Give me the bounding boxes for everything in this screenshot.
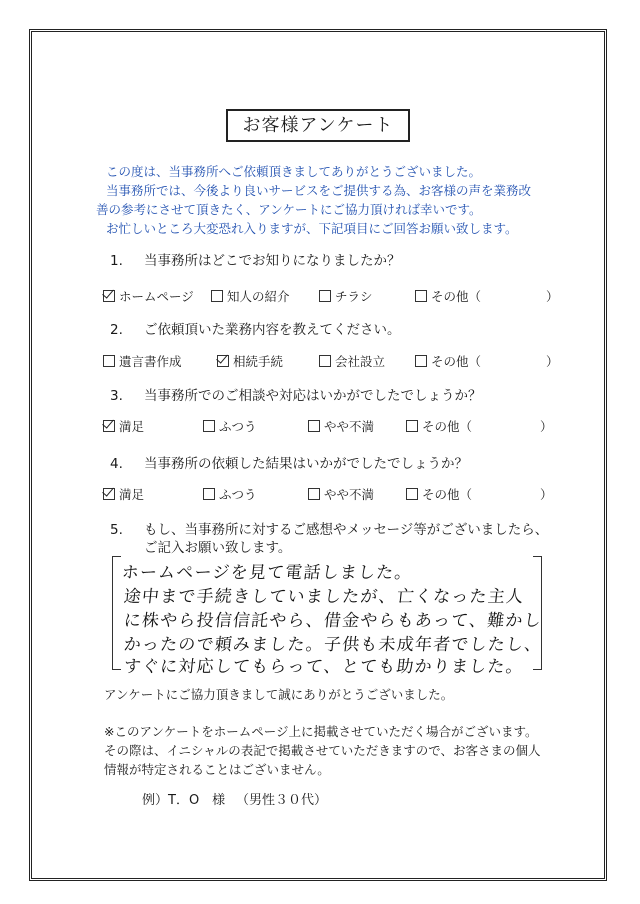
checkbox-icon[interactable] <box>203 488 215 500</box>
checkbox-icon[interactable] <box>308 488 320 500</box>
checkbox-icon[interactable] <box>211 290 223 302</box>
question-text: もし、当事務所に対するご感想やメッセージ等がございましたら、 <box>144 522 549 538</box>
answer-line: すぐに対応してもらって、とても助かりました。 <box>122 657 525 677</box>
question-number: 4. <box>110 456 123 472</box>
question-4-options <box>103 485 573 505</box>
answer-line: 途中まで手続きしていましたが、亡くなった主人 <box>122 587 526 607</box>
checkbox-icon[interactable] <box>415 290 427 302</box>
intro-line: お忙しいところ大変恐れ入りますが、下記項目にご回答お願い致します。 <box>106 221 518 236</box>
answer-box[interactable] <box>112 556 544 677</box>
checkbox-checked-icon[interactable] <box>103 488 115 500</box>
checkbox-icon[interactable] <box>415 355 427 367</box>
checkbox-checked-icon[interactable] <box>217 355 229 367</box>
checkbox-icon[interactable] <box>203 420 215 432</box>
option-satisfied[interactable]: 満足 <box>103 485 144 503</box>
option-normal[interactable]: ふつう <box>203 485 257 503</box>
checkbox-icon[interactable] <box>406 420 418 432</box>
option-other[interactable]: その他（ <box>415 352 481 370</box>
notice-line: ※このアンケートをホームページ上に掲載させていただく場合がございます。 <box>104 724 538 739</box>
notice-line: 情報が特定されることはございません。 <box>104 762 330 777</box>
option-referral[interactable]: 知人の紹介 <box>211 287 290 305</box>
bracket-left <box>112 556 121 670</box>
notice-line: その際は、イニシャルの表記で掲載させていただきますので、お客さまの個人 <box>104 743 541 758</box>
question-2-options <box>103 352 573 372</box>
checkbox-icon[interactable] <box>406 488 418 500</box>
question-4 <box>110 452 468 472</box>
other-close-paren: ） <box>540 487 553 502</box>
intro-line: 善の参考にさせて頂きたく、アンケートにご協力頂ければ幸いです。 <box>96 202 482 217</box>
question-number: 1. <box>110 253 123 269</box>
other-close-paren: ） <box>546 289 559 304</box>
thanks-text: アンケートにご協力頂きまして誠にありがとうございました。 <box>104 687 454 702</box>
question-2 <box>110 318 401 338</box>
page-title: お客様アンケート <box>226 109 410 142</box>
question-1-options <box>103 287 573 307</box>
option-company[interactable]: 会社設立 <box>319 352 385 370</box>
question-number: 5. <box>110 522 123 538</box>
intro-line: 当事務所では、今後より良いサービスをご提供する為、お客様の声を業務改 <box>106 183 532 198</box>
checkbox-icon[interactable] <box>319 355 331 367</box>
question-1 <box>110 249 401 269</box>
intro-text <box>96 162 566 238</box>
question-number: 2. <box>110 322 123 338</box>
question-text: 当事務所はどこでお知りになりましたか？ <box>144 253 401 269</box>
option-dissatisfied[interactable]: やや不満 <box>308 485 374 503</box>
option-inheritance[interactable]: 相続手続 <box>217 352 283 370</box>
checkbox-icon[interactable] <box>308 420 320 432</box>
example-name: 例）T．O 様 <box>142 793 226 808</box>
checkbox-checked-icon[interactable] <box>103 420 115 432</box>
question-text: 当事務所でのご相談や対応はいかがでしたでしょうか？ <box>144 388 482 404</box>
question-5-line2: ご記入お願い致します。 <box>144 540 292 556</box>
answer-line: かったので頼みました。子供も未成年者でしたし、 <box>122 635 544 655</box>
option-flyer[interactable]: チラシ <box>319 287 373 305</box>
question-3 <box>110 384 482 404</box>
answer-line: に株やら投信信託やら、借金やらもあって、難かし <box>122 611 543 631</box>
question-3-options <box>103 417 573 437</box>
question-text: ご依頼頂いた業務内容を教えてください。 <box>144 322 401 338</box>
option-normal[interactable]: ふつう <box>203 417 257 435</box>
option-other[interactable]: その他（ <box>415 287 481 305</box>
question-5 <box>110 518 548 538</box>
option-other[interactable]: その他（ <box>406 417 472 435</box>
checkbox-checked-icon[interactable] <box>103 290 115 302</box>
option-homepage[interactable]: ホームページ <box>103 287 194 305</box>
other-close-paren: ） <box>546 354 559 369</box>
example-detail: （男性３０代） <box>236 793 328 808</box>
option-will[interactable]: 遺言書作成 <box>103 352 182 370</box>
option-dissatisfied[interactable]: やや不満 <box>308 417 374 435</box>
checkbox-icon[interactable] <box>319 290 331 302</box>
intro-line: この度は、当事務所へご依頼頂きましてありがとうございました。 <box>106 164 482 179</box>
option-satisfied[interactable]: 満足 <box>103 417 144 435</box>
checkbox-icon[interactable] <box>103 355 115 367</box>
question-number: 3. <box>110 388 123 404</box>
option-other[interactable]: その他（ <box>406 485 472 503</box>
other-close-paren: ） <box>540 419 553 434</box>
answer-line: ホームページを見て電話しました。 <box>120 563 414 583</box>
question-text: 当事務所の依頼した結果はいかがでしたでしょうか？ <box>144 456 468 472</box>
